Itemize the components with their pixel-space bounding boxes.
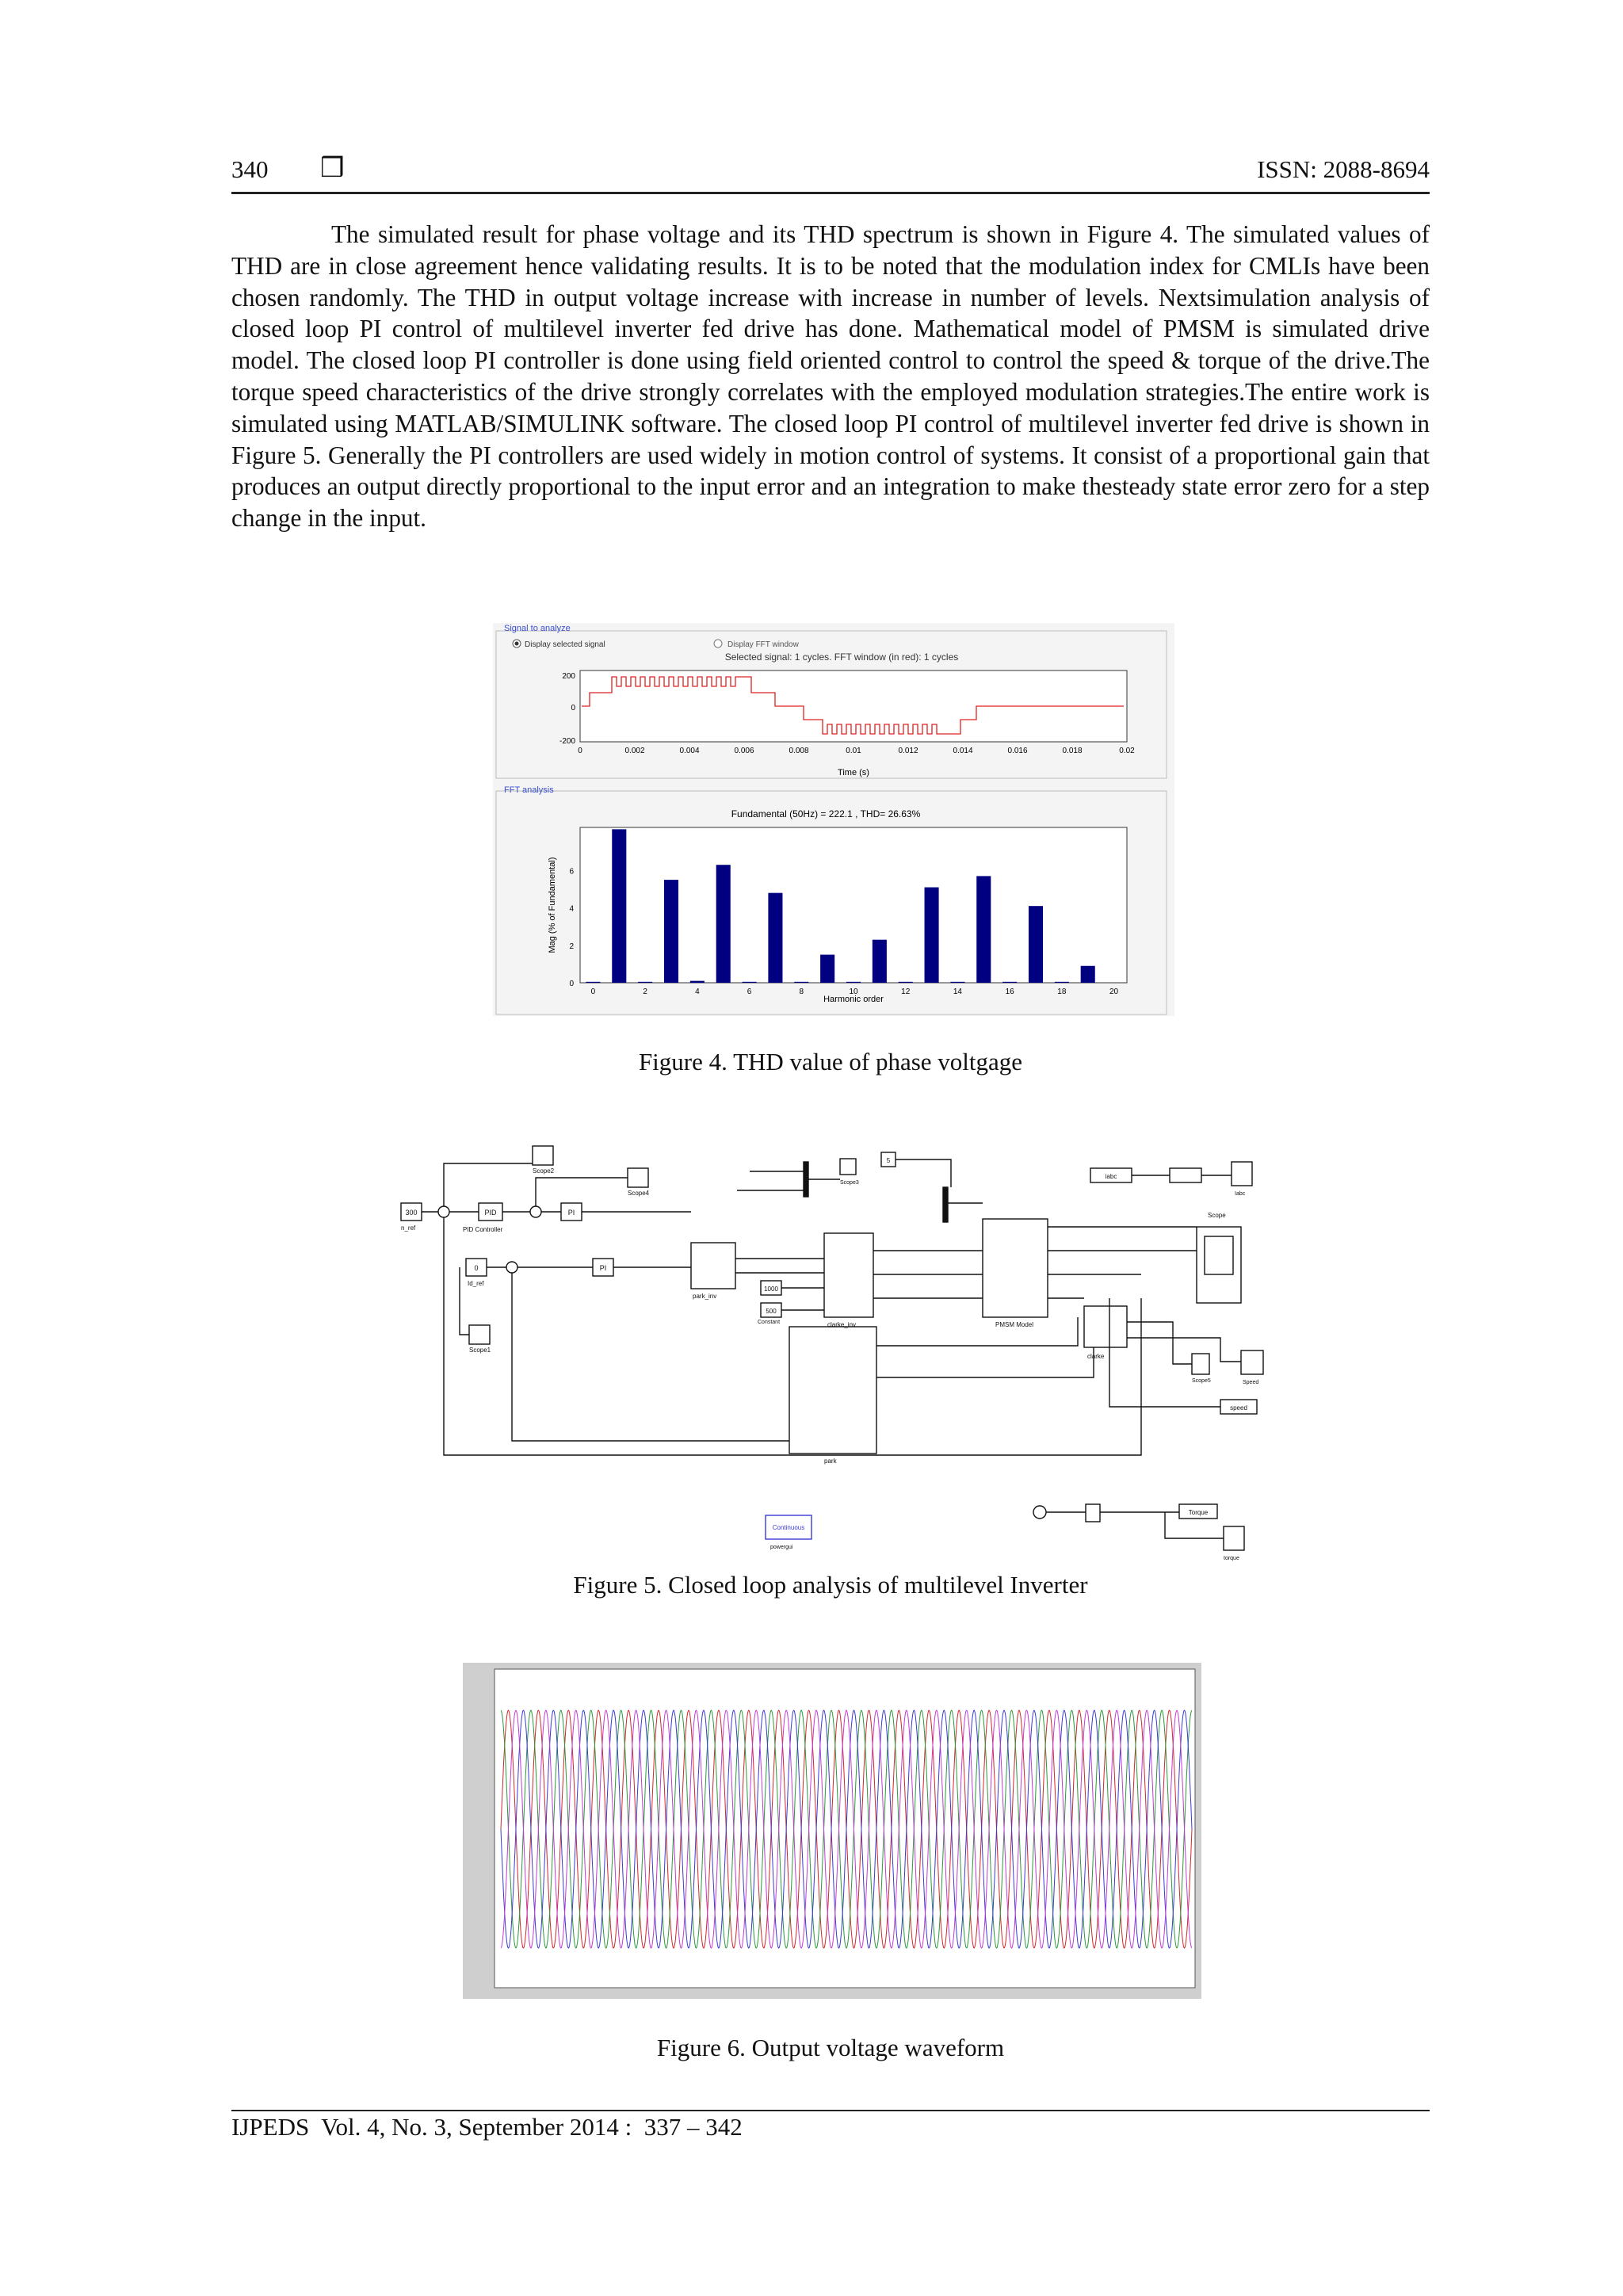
iabc-goto-block[interactable] — [1170, 1168, 1201, 1182]
fft-bar — [873, 940, 887, 983]
fft-xtick: 8 — [799, 988, 804, 996]
signal-xlabel: Time (s) — [838, 768, 869, 777]
park-inv-block[interactable] — [691, 1243, 735, 1289]
fft-xtick: 4 — [695, 988, 700, 996]
figure4-caption: Figure 4. THD value of phase voltgage — [638, 1048, 1023, 1075]
scope5-label: Scope5 — [1192, 1378, 1211, 1384]
signal-ytick: -200 — [559, 737, 575, 746]
figure5-image — [396, 1140, 1276, 1568]
fft-bar — [925, 888, 939, 983]
park-inv-label: park_inv — [693, 1293, 717, 1300]
signal-xtick: 0.002 — [624, 747, 645, 755]
scope4-block[interactable] — [628, 1168, 648, 1187]
main-scope-block[interactable] — [1197, 1227, 1241, 1303]
clarke-inv-block[interactable] — [824, 1233, 873, 1317]
signal-ytick: 200 — [562, 672, 575, 681]
fft-bar — [976, 876, 991, 983]
footer-rule — [231, 2110, 1430, 2111]
signal-xtick: 0.004 — [679, 747, 700, 755]
pmsm-block[interactable] — [983, 1219, 1048, 1317]
fft-xtick: 6 — [747, 988, 752, 996]
n-ref-value: 300 — [405, 1209, 418, 1217]
fft-bar — [612, 829, 626, 983]
fft-yticks — [569, 867, 574, 988]
signal-xtick: 0.006 — [734, 747, 754, 755]
scope3-label: Scope3 — [840, 1180, 859, 1186]
clarke-inv-label: clarke_inv — [827, 1321, 857, 1328]
fft-bar — [794, 982, 808, 983]
fft-panel-label: FFT analysis — [504, 785, 554, 795]
fft-bar — [690, 981, 705, 983]
scope2-label: Scope2 — [533, 1167, 555, 1175]
fft-axes — [580, 827, 1127, 983]
pmsm-label: PMSM Model — [995, 1321, 1034, 1328]
radio-selected-label: Display selected signal — [525, 640, 605, 649]
footer-citation: IJPEDS Vol. 4, No. 3, September 2014 : 337 – 342 — [231, 2113, 743, 2141]
mux-bar-2 — [943, 1187, 948, 1222]
fft-xtick: 10 — [849, 988, 858, 996]
pid-label: PID Controller — [463, 1226, 503, 1233]
pid-value: PID — [484, 1209, 497, 1217]
fft-xtick: 20 — [1109, 988, 1119, 996]
signal-xticks — [578, 747, 1135, 755]
signal-info: Selected signal: 1 cycles. FFT window (in red): 1 cycles — [724, 651, 959, 663]
speed-scope-block[interactable] — [1241, 1350, 1263, 1374]
signal-xtick: 0 — [578, 747, 582, 755]
constant-label: Constant — [758, 1320, 781, 1325]
fft-bar — [1029, 906, 1043, 983]
scope4-label: Scope4 — [628, 1190, 650, 1197]
radio-fft-window[interactable] — [714, 640, 722, 648]
radio-fft-label: Display FFT window — [727, 640, 799, 649]
fft-ytick: 2 — [569, 942, 574, 951]
pi2-value: PI — [599, 1264, 607, 1272]
iabc-value: iabc — [1105, 1173, 1117, 1180]
fft-ylabel: Mag (% of Fundamental) — [548, 857, 557, 953]
figure5-svg — [396, 1140, 1276, 1568]
n-ref-label: n_ref — [401, 1224, 416, 1232]
figure6-image — [463, 1663, 1201, 1999]
powergui-label: powergui — [770, 1545, 793, 1550]
fft-xtick: 16 — [1005, 988, 1014, 996]
fft-bar — [1002, 982, 1017, 983]
fft-xtick: 12 — [901, 988, 911, 996]
fft-bar — [586, 982, 600, 983]
main-scope-screen — [1205, 1236, 1233, 1274]
mux-bar-1 — [804, 1162, 808, 1197]
scope1-block[interactable] — [469, 1325, 490, 1344]
signal-xtick: 0.014 — [953, 747, 973, 755]
fft-bar — [820, 955, 834, 983]
fft-bar — [899, 982, 913, 983]
scope3-block[interactable] — [840, 1159, 856, 1175]
selector-block[interactable] — [1086, 1504, 1100, 1522]
fft-title: Fundamental (50Hz) = 222.1 , THD= 26.63% — [731, 808, 921, 819]
figure5-caption: Figure 5. Closed loop analysis of multilevel Inverter — [573, 1571, 1088, 1599]
header-rule — [231, 192, 1430, 194]
clock-icon — [1033, 1506, 1046, 1519]
fft-xtick: 2 — [643, 988, 647, 996]
fft-ytick: 4 — [569, 904, 574, 914]
signal-xtick: 0.012 — [898, 747, 918, 755]
body-paragraph: The simulated result for phase voltage and its THD spectrum is shown in Figure 4. The simulated values of THD are in close agreement hence validating results. It is to be noted that the modulation index for CMLIs have been chosen randomly. The THD in output voltage increase with increase in number of levels. Nextsimulation analysis of closed loop PI control of multilevel inverter fed drive has done. Mathematical model of PMSM is simulated drive model. The closed loop PI controller is done using field oriented control to control the speed & torque of the drive.The torque speed characteristics of the drive strongly correlates with the employed modulation strategies.The entire work is simulated using MATLAB/SIMULINK software. The closed loop PI control of multilevel inverter fed drive is shown in Figure 5. Generally the PI controllers are used widely in motion control of systems. It consist of a proportional gain that produces an output directly proportional to the input error and an integration to make thesteady state error zero for a step change in the input. — [231, 220, 1430, 533]
const2-value: 500 — [766, 1308, 777, 1315]
signal-xtick: 0.02 — [1119, 747, 1135, 755]
clarke-label: clarke — [1087, 1353, 1105, 1360]
iabc-scope-block[interactable] — [1232, 1162, 1252, 1186]
issn: ISSN: 2088-8694 — [1257, 155, 1430, 183]
page-number: 340 — [231, 155, 269, 183]
fft-bar — [768, 893, 782, 983]
signal-xtick: 0.018 — [1062, 747, 1083, 755]
id-ref-label: Id_ref — [468, 1280, 484, 1287]
figure4-svg — [493, 623, 1174, 1016]
figure6-svg — [463, 1663, 1201, 1999]
fft-ytick: 0 — [569, 980, 574, 988]
signal-xtick: 0.008 — [789, 747, 809, 755]
fft-xlabel: Harmonic order — [823, 995, 884, 1004]
pi1-value: PI — [567, 1209, 575, 1217]
sum-block-3[interactable] — [506, 1262, 517, 1273]
powergui-value: Continuous — [772, 1524, 805, 1531]
fft-xtick: 14 — [953, 988, 962, 996]
figure6-caption: Figure 6. Output voltage waveform — [656, 2034, 1005, 2061]
gain-value: 5 — [886, 1157, 891, 1164]
fft-bar — [716, 865, 731, 983]
main-scope-label: Scope — [1208, 1212, 1226, 1219]
scope5-block[interactable] — [1192, 1354, 1209, 1374]
signal-panel-label: Signal to analyze — [504, 624, 571, 633]
fft-bar — [664, 880, 678, 983]
signal-xtick: 0.01 — [846, 747, 861, 755]
figure4-image — [493, 623, 1174, 1016]
fft-xtick: 18 — [1057, 988, 1067, 996]
torque-out-label: torque — [1224, 1556, 1239, 1561]
torque-scope-block[interactable] — [1224, 1526, 1244, 1550]
fft-bar — [1055, 982, 1069, 983]
scope2-block[interactable] — [533, 1146, 553, 1165]
sum-block-2[interactable] — [530, 1206, 541, 1217]
fft-bar — [950, 982, 964, 983]
fft-bar — [1081, 966, 1095, 983]
clarke-block[interactable] — [1084, 1306, 1127, 1347]
fft-bar — [638, 982, 652, 983]
park-label: park — [824, 1457, 837, 1465]
iabc-out-label: Iabc — [1235, 1191, 1246, 1197]
sum-block-1[interactable] — [438, 1206, 449, 1217]
scope1-label: Scope1 — [469, 1347, 491, 1354]
journal-symbol-icon: ❒ — [320, 154, 345, 183]
fft-bar — [743, 982, 757, 983]
const1-value: 1000 — [764, 1286, 778, 1293]
fft-ytick: 6 — [569, 867, 574, 877]
speed-label: Speed — [1243, 1380, 1259, 1385]
torque-label: Torque — [1188, 1509, 1209, 1516]
park-block[interactable] — [789, 1327, 876, 1454]
signal-xtick: 0.016 — [1007, 747, 1028, 755]
id-ref-value: 0 — [474, 1264, 479, 1272]
radio-dot-icon — [515, 642, 519, 646]
fft-xtick: 0 — [590, 988, 596, 996]
fft-bar — [846, 982, 861, 983]
connection-lines — [422, 1159, 1241, 1538]
signal-ytick: 0 — [571, 704, 575, 712]
speed-out-label: speed — [1230, 1404, 1247, 1412]
